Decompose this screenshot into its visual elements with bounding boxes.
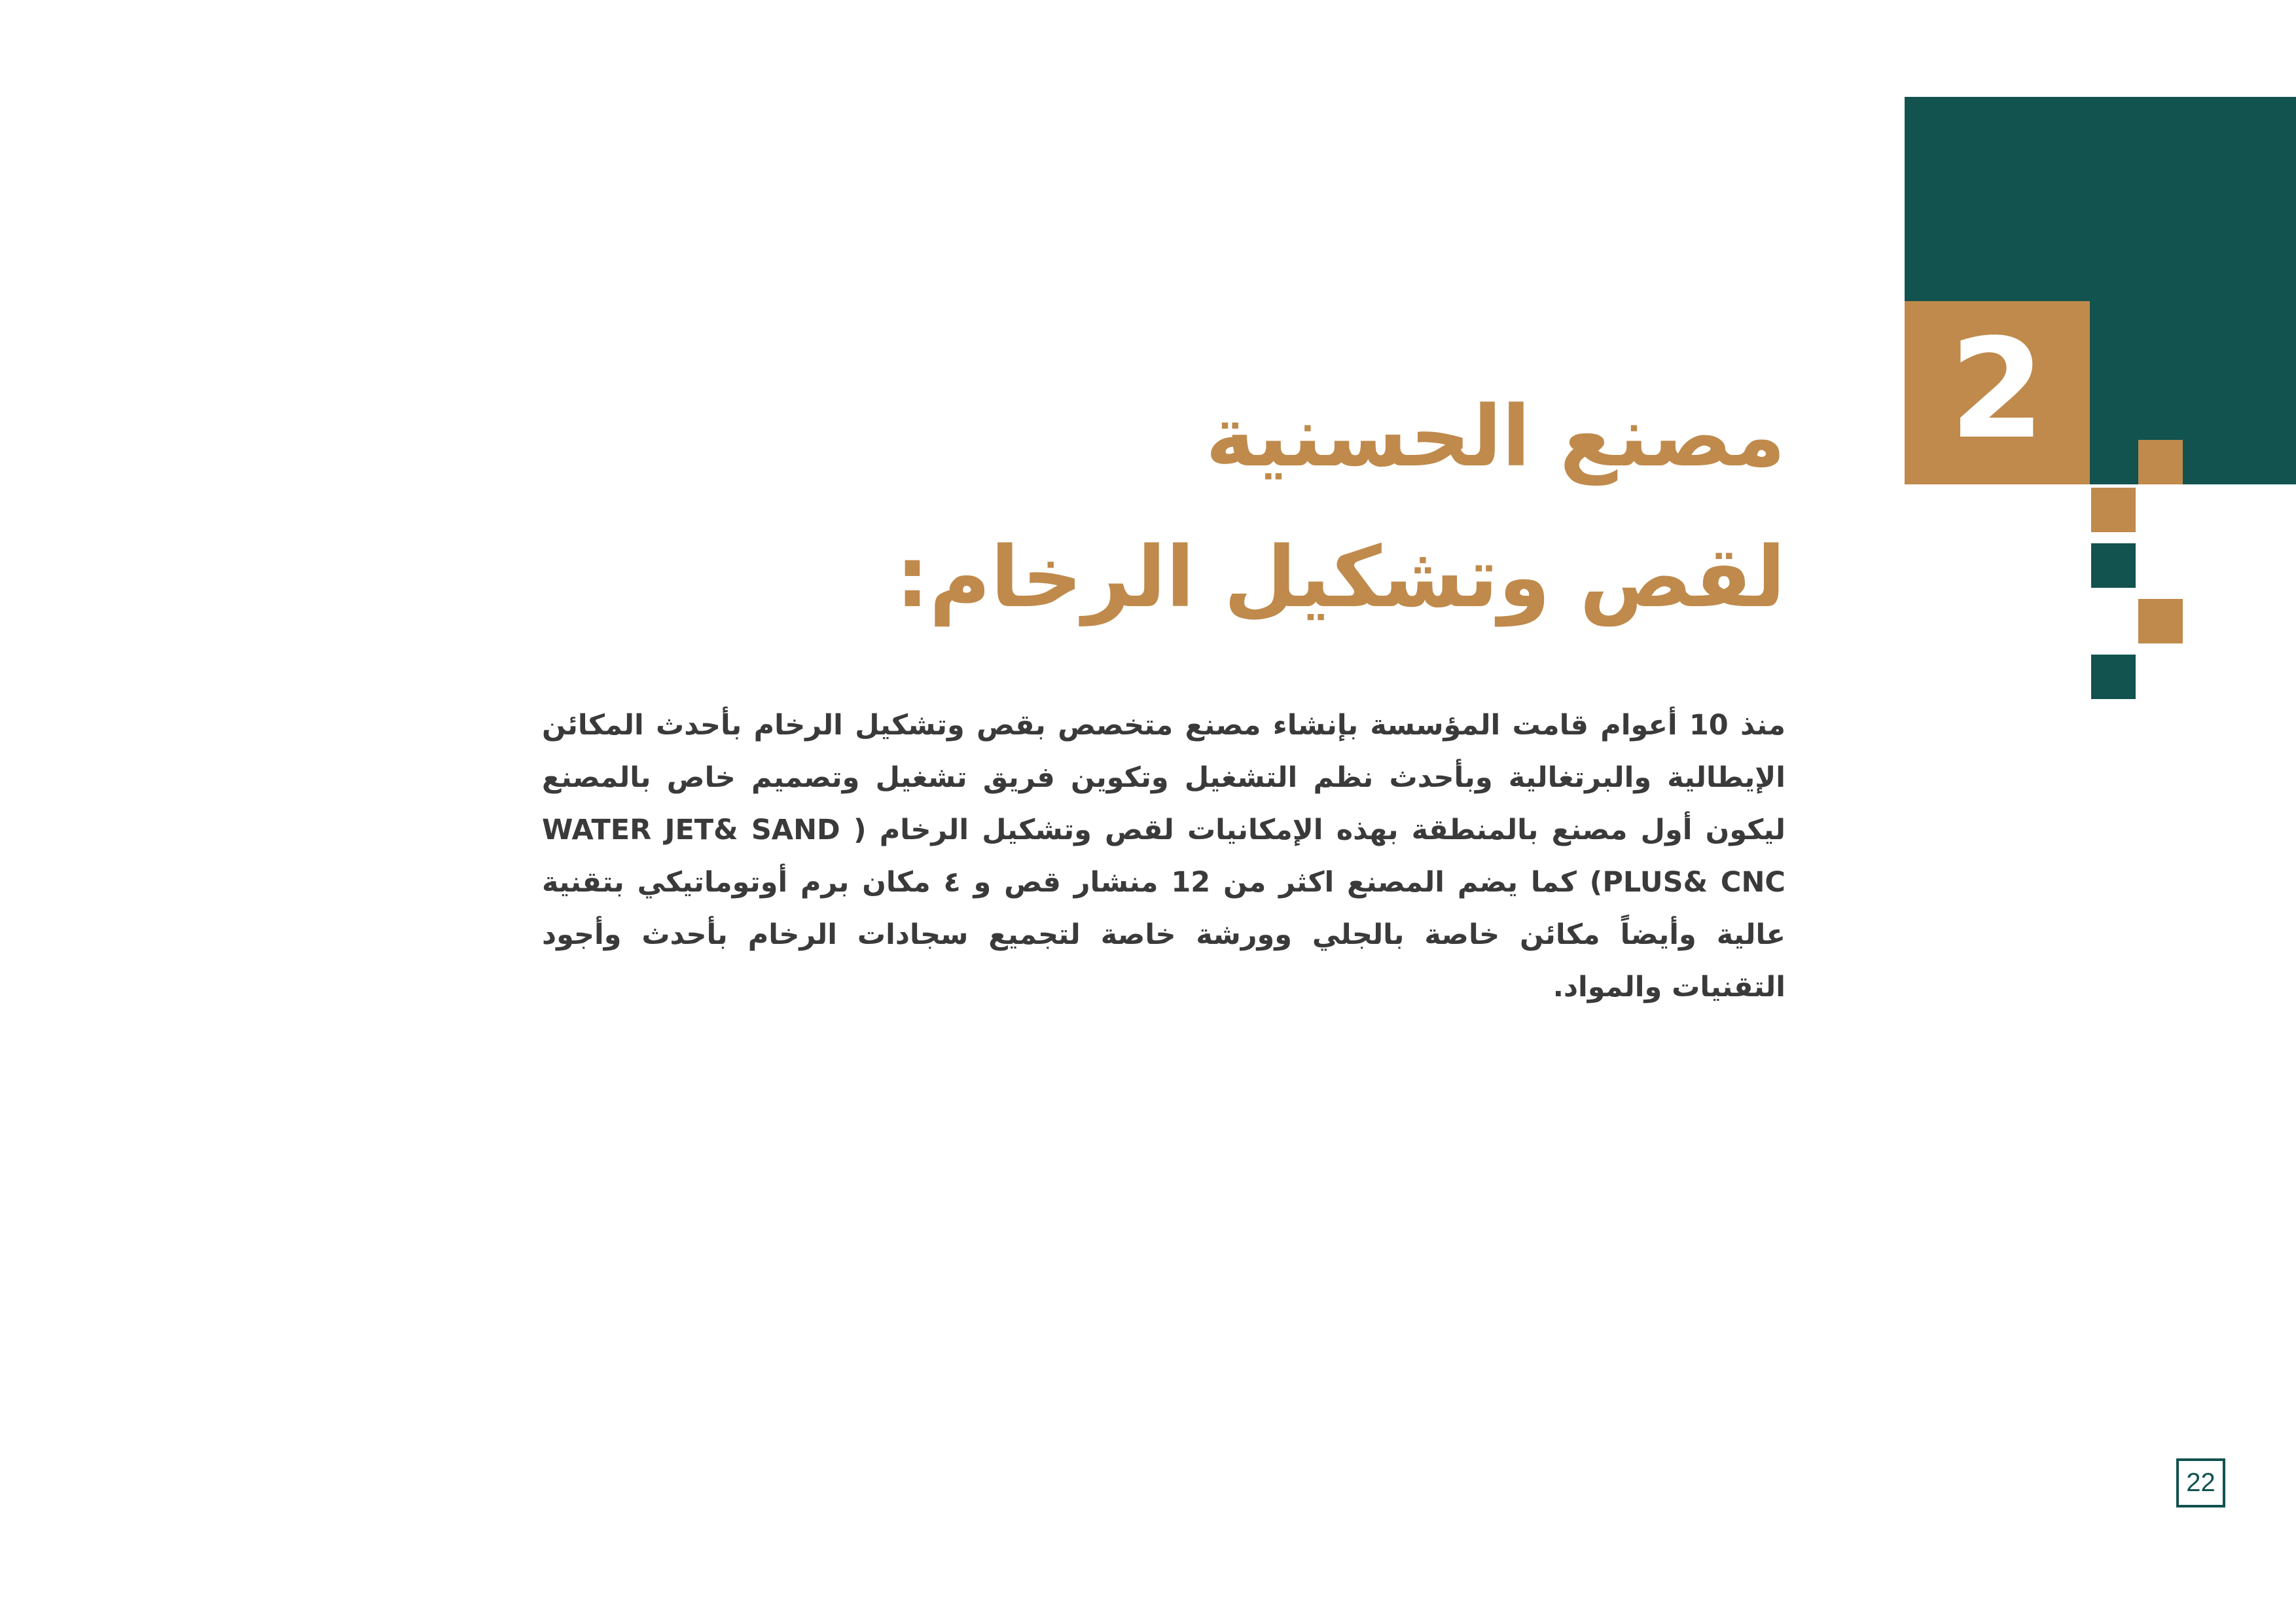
- body-paragraph: منذ 10 أعوام قامت المؤسسة بإنشاء مصنع متخصص بقص وتشكيل الرخام بأحدث المكائن الإيطالية والبرتغالية وبأحدث نظم التشغيل وتكوين فريق تشغيل وتصميم خاص بالمصنع ليكون أول مصنع بالمنطقة بهذه الإمكانيات لقص وتشكيل الرخام ( WATER JET& SAND PLUS& CNC) كما يضم المصنع اكثر من 12 منشار قص و ٤ مكان برم أوتوماتيكي بتقنية عالية وأيضاً مكائن خاصة بالجلي وورشة خاصة لتجميع سجادات الرخام بأحدث وأجود التقنيات والمواد.: [542, 709, 1786, 1003]
- page-number: 22: [2176, 1458, 2225, 1507]
- decorative-square: [2138, 440, 2183, 484]
- section-number-badge: [1905, 301, 2090, 484]
- section-number: 2: [1949, 309, 2045, 469]
- decorative-square: [2091, 655, 2136, 699]
- page-title: [804, 367, 1785, 648]
- title-line-2: لقص وتشكيل الرخام:: [895, 529, 1785, 626]
- decorative-square: [2091, 543, 2136, 588]
- decorative-square: [2138, 599, 2183, 643]
- title-line-1: مصنع الحسنية: [1205, 388, 1785, 486]
- decorative-square: [2091, 488, 2136, 532]
